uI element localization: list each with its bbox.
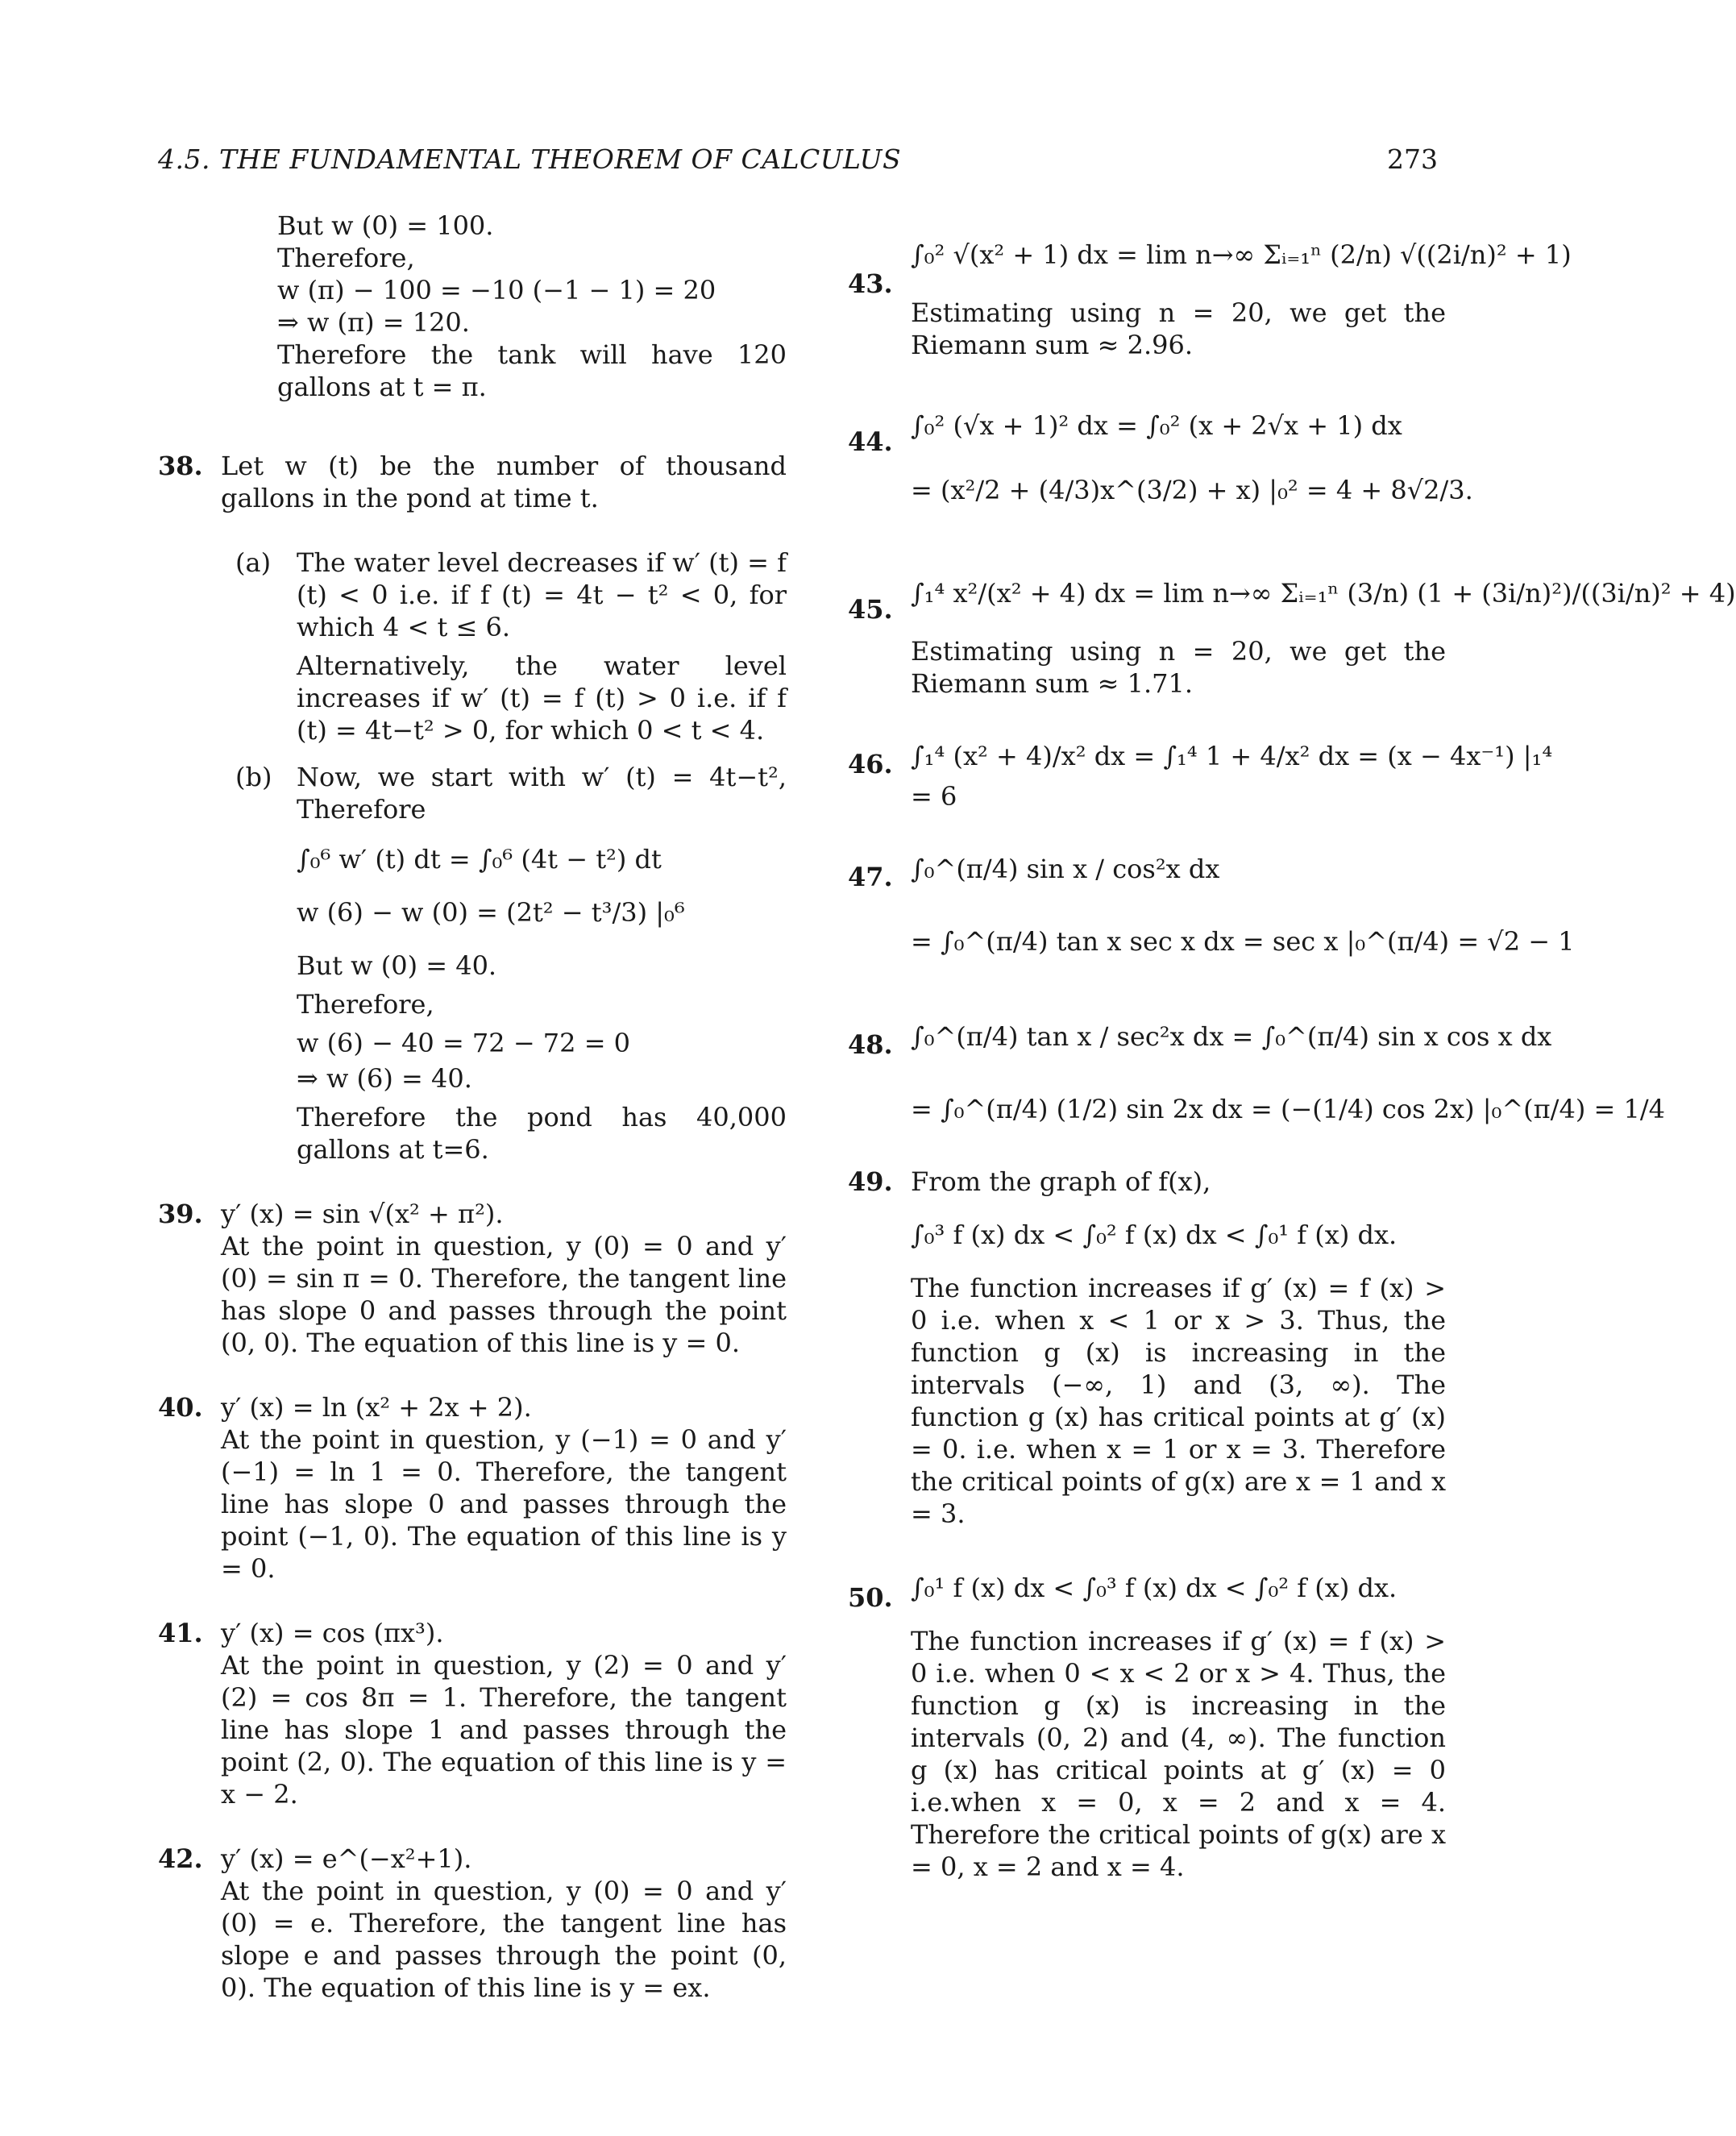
problem-number: 45. — [848, 594, 893, 625]
problem-text: The function increases if g′ (x) = f (x) > 0 i.e. when 0 < x < 2 or x > 4. Thus, the function g (x) is increasing in the intervals (0, 2) and (4, ∞). The function g (x) has critical points at g′ (x) = 0 i.e.when x = 0, x = 2 and x = 4. Therefore the critical points of g(x) are x = 0, x = 2 and x = 4. — [911, 1626, 1446, 1882]
equation: ∫₀² (√x + 1)² dx = ∫₀² (x + 2√x + 1) dx — [911, 410, 1402, 441]
problem-40 — [158, 1391, 787, 1585]
text-line: Therefore, — [277, 243, 415, 273]
equation: ∫₀^(π/4) sin x / cos²x dx — [911, 854, 1220, 884]
section-title: 4.5. THE FUNDAMENTAL THEOREM OF CALCULUS — [158, 143, 902, 175]
problem-37-continuation — [158, 210, 787, 403]
right-column — [848, 210, 1736, 1883]
problem-text: At the point in question, y (0) = 0 and y′ (0) = e. Therefore, the tangent line has slope e and passes through the point (0, 0). The equation of this line is y = ex. — [221, 1876, 787, 2003]
problem-48 — [848, 1020, 1665, 1125]
problem-number: 44. — [848, 426, 893, 457]
equation: = 6 — [911, 781, 957, 812]
page-number: 273 — [1387, 143, 1438, 175]
part-text: Now, we start with w′ (t) = 4t−t², Therefore — [297, 762, 787, 825]
problem-41 — [158, 1617, 787, 1810]
text-line: ⇒ w (6) = 40. — [297, 1063, 472, 1094]
equation: = ∫₀^(π/4) (1/2) sin 2x dx = (−(1/4) cos 2x) |₀^(π/4) = 1/4 — [911, 1094, 1665, 1124]
problem-text: At the point in question, y (2) = 0 and y′ (2) = cos 8π = 1. Therefore, the tangent line has slope 1 and passes through the point (2, 0). The equation of this line is y = x − 2. — [221, 1650, 787, 1810]
problem-text: From the graph of f(x), — [911, 1166, 1211, 1197]
problem-43 — [848, 239, 1572, 361]
equation: ∫₀^(π/4) tan x / sec²x dx = ∫₀^(π/4) sin x cos x dx — [911, 1021, 1552, 1052]
equation: ∫₀¹ f (x) dx < ∫₀³ f (x) dx < ∫₀² f (x) dx. — [911, 1573, 1398, 1603]
text-line: w (6) − 40 = 72 − 72 = 0 — [297, 1028, 631, 1058]
problem-number: 47. — [848, 862, 893, 892]
problem-number: 46. — [848, 749, 893, 779]
problem-47 — [848, 853, 1575, 958]
problem-39 — [158, 1198, 787, 1359]
text-line: w (π) − 100 = −10 (−1 − 1) = 20 — [277, 275, 716, 305]
text-line: Therefore the pond has 40,000 gallons at t=6. — [297, 1102, 787, 1165]
part-a — [235, 546, 787, 746]
equation: w (6) − w (0) = (2t² − t³/3) |₀⁶ — [297, 897, 685, 928]
problem-45 — [848, 577, 1736, 700]
page-header — [158, 143, 1438, 179]
problem-number: 48. — [848, 1029, 893, 1060]
problem-text: Estimating using n = 20, we get the Riemann sum ≈ 1.71. — [911, 636, 1446, 699]
problem-text: The function increases if g′ (x) = f (x) > 0 i.e. when x < 1 or x > 3. Thus, the function g (x) is increasing in the intervals (−∞, 1) and (3, ∞). The function g (x) has critical points at g′ (x) = 0. i.e. when x = 1 or x = 3. Therefore the critical points of g(x) are x = 1 and x = 3. — [911, 1273, 1446, 1529]
problem-text: Let w (t) be the number of thousand gallons in the pond at time t. — [221, 451, 787, 513]
part-b — [235, 761, 787, 1166]
problem-text: At the point in question, y (0) = 0 and y′ (0) = sin π = 0. Therefore, the tangent line has slope 0 and passes through the point (0, 0). The equation of this line is y = 0. — [221, 1231, 787, 1358]
left-column — [158, 210, 787, 2004]
text-line: But w (0) = 40. — [297, 950, 497, 981]
problem-38 — [158, 450, 787, 1166]
problem-number: 42. — [158, 1843, 203, 1874]
equation: ∫₁⁴ x²/(x² + 4) dx = lim n→∞ Σᵢ₌₁ⁿ (3/n) (1 + (3i/n)²)/((3i/n)² + 4) — [911, 578, 1736, 609]
problem-44 — [848, 409, 1473, 506]
equation: y′ (x) = sin √(x² + π²). — [221, 1199, 504, 1229]
text-line: But w (0) = 100. — [277, 210, 494, 241]
part-text: The water level decreases if w′ (t) = f (t) < 0 i.e. if f (t) = 4t − t² < 0, for which 4 < t ≤ 6. — [297, 547, 787, 642]
problem-46 — [848, 740, 1553, 812]
part-text: Alternatively, the water level increases if w′ (t) = f (t) > 0 i.e. if f (t) = 4t−t² > 0, for which 0 < t < 4. — [297, 650, 787, 746]
part-label: (b) — [235, 762, 272, 792]
problem-number: 50. — [848, 1582, 893, 1613]
equation: y′ (x) = ln (x² + 2x + 2). — [221, 1392, 532, 1423]
equation: ∫₀⁶ w′ (t) dt = ∫₀⁶ (4t − t²) dt — [297, 844, 662, 875]
equation: ∫₁⁴ (x² + 4)/x² dx = ∫₁⁴ 1 + 4/x² dx = (x − 4x⁻¹) |₁⁴ — [911, 741, 1553, 771]
problem-number: 40. — [158, 1392, 203, 1423]
problem-number: 38. — [158, 451, 203, 481]
problem-text: Estimating using n = 20, we get the Riemann sum ≈ 2.96. — [911, 297, 1446, 360]
problem-49 — [848, 1166, 1446, 1530]
equation: ∫₀² √(x² + 1) dx = lim n→∞ Σᵢ₌₁ⁿ (2/n) √((2i/n)² + 1) — [911, 239, 1572, 270]
problem-text: At the point in question, y (−1) = 0 and y′ (−1) = ln 1 = 0. Therefore, the tangent line has slope 0 and passes through the point (−1, 0). The equation of this line is y = 0. — [221, 1424, 787, 1584]
equation: y′ (x) = cos (πx³). — [221, 1618, 444, 1648]
problem-50 — [848, 1572, 1446, 1883]
equation: y′ (x) = e^(−x²+1). — [221, 1843, 472, 1874]
part-label: (a) — [235, 547, 272, 578]
text-line: Therefore, — [297, 989, 434, 1020]
problem-number: 39. — [158, 1199, 203, 1229]
text-line: ⇒ w (π) = 120. — [277, 307, 470, 338]
equation: = ∫₀^(π/4) tan x sec x dx = sec x |₀^(π/4) = √2 − 1 — [911, 926, 1575, 957]
text-line: Therefore the tank will have 120 gallons at t = π. — [277, 339, 787, 402]
problem-42 — [158, 1843, 787, 2004]
problem-number: 49. — [848, 1166, 893, 1197]
problem-number: 43. — [848, 268, 893, 299]
equation: ∫₀³ f (x) dx < ∫₀² f (x) dx < ∫₀¹ f (x) dx. — [911, 1220, 1398, 1250]
equation: = (x²/2 + (4/3)x^(3/2) + x) |₀² = 4 + 8√2/3. — [911, 475, 1473, 505]
problem-number: 41. — [158, 1618, 203, 1648]
